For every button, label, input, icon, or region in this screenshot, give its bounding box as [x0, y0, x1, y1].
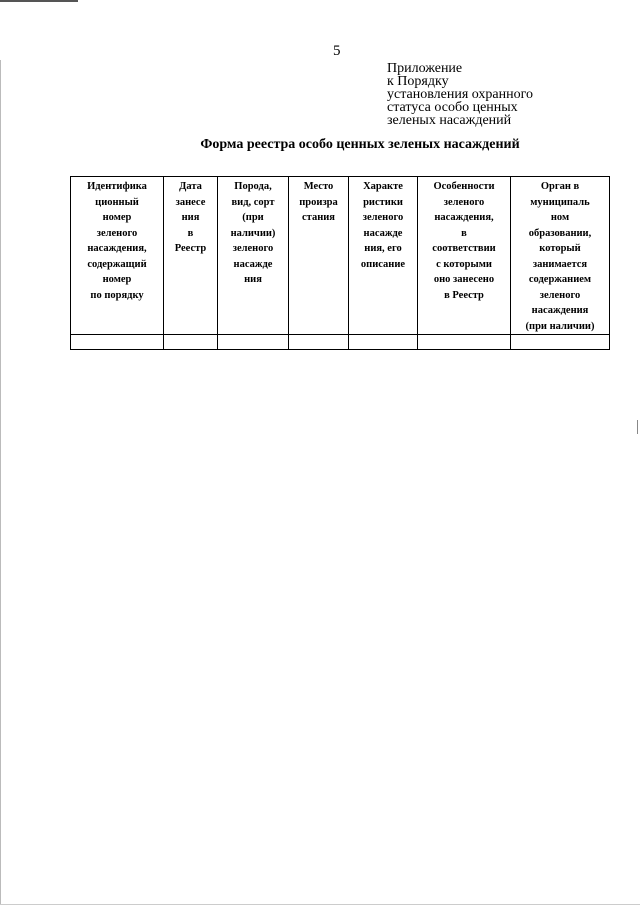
page-number: 5	[333, 43, 341, 59]
header-line: ния	[181, 212, 200, 223]
form-title: Форма реестра особо ценных зеленых насаждений	[200, 137, 520, 152]
header-id-number	[71, 177, 164, 335]
appendix-line: Приложение	[387, 61, 463, 76]
table-cell	[418, 335, 511, 350]
appendix-line: к Порядку	[387, 74, 449, 89]
header-line: ристики	[363, 196, 403, 208]
header-line: номер	[102, 274, 132, 285]
header-line: насаждения	[531, 305, 589, 316]
header-line: наличии)	[230, 227, 276, 239]
header-line: Дата	[179, 181, 202, 192]
header-line: оно занесено	[433, 274, 495, 285]
header-line: образовании,	[528, 227, 592, 239]
header-entry-date	[164, 177, 218, 335]
header-line: соответствии	[432, 243, 496, 254]
header-line: который	[539, 243, 581, 254]
header-line: ния, его	[364, 243, 402, 254]
header-line: Особенности	[433, 181, 495, 192]
header-line: зеленого	[539, 289, 581, 301]
header-line: описание	[360, 258, 406, 270]
header-line: с которыми	[436, 258, 492, 270]
header-line: ном	[550, 212, 570, 223]
header-line: по порядку	[90, 289, 144, 301]
header-line: Порода,	[234, 181, 272, 192]
header-line: номер	[102, 212, 132, 223]
header-line: произра	[299, 196, 338, 208]
header-line: в	[187, 227, 194, 239]
appendix-line: статуса особо ценных	[387, 100, 518, 115]
table-cell	[349, 335, 418, 350]
table-row	[71, 335, 610, 350]
scan-edge-mark-top	[0, 0, 78, 2]
appendix-line: установления охранного	[387, 87, 534, 102]
header-line: в Реестр	[444, 289, 484, 301]
header-location	[289, 177, 349, 335]
header-line: Характе	[363, 181, 403, 192]
table-cell	[164, 335, 218, 350]
header-line: зеленого	[362, 212, 404, 223]
header-characteristics	[349, 177, 418, 335]
header-line: Идентифика	[87, 181, 147, 192]
table-cell	[71, 335, 164, 350]
scan-edge-mark-right	[637, 420, 638, 434]
header-line: насаждения,	[87, 243, 147, 254]
header-line: Орган в	[540, 181, 580, 192]
table-header-row	[71, 177, 610, 335]
appendix-line: зеленых насаждений	[387, 113, 512, 128]
header-line: занимается	[532, 258, 588, 270]
registry-table	[70, 176, 610, 350]
header-line: ния	[244, 274, 262, 285]
header-line: Реестр	[174, 243, 207, 254]
header-line: муниципаль	[530, 196, 590, 208]
header-line: зеленого	[96, 227, 138, 239]
header-maintenance-body	[511, 177, 610, 335]
header-features	[418, 177, 511, 335]
header-line: насажде	[363, 227, 403, 239]
header-line: содержащий	[87, 258, 147, 270]
scan-edge-mark-left	[0, 60, 1, 905]
table-cell	[511, 335, 610, 350]
header-line: вид, сорт	[231, 196, 275, 208]
header-line: Место	[303, 181, 334, 192]
header-line: в	[461, 227, 467, 239]
header-line: зеленого	[443, 196, 485, 208]
header-line: стания	[302, 212, 335, 223]
appendix-note	[387, 62, 627, 127]
header-line: насажде	[233, 258, 273, 270]
header-line: содержанием	[528, 274, 592, 285]
table-cell	[218, 335, 289, 350]
header-line: (при наличии)	[525, 320, 595, 332]
header-species	[218, 177, 289, 335]
table-cell	[289, 335, 349, 350]
header-line: ционный	[95, 196, 139, 208]
header-line: насаждения,	[434, 212, 494, 223]
header-line: (при	[242, 212, 264, 223]
header-line: зеленого	[232, 243, 274, 254]
header-line: занесе	[175, 196, 206, 208]
